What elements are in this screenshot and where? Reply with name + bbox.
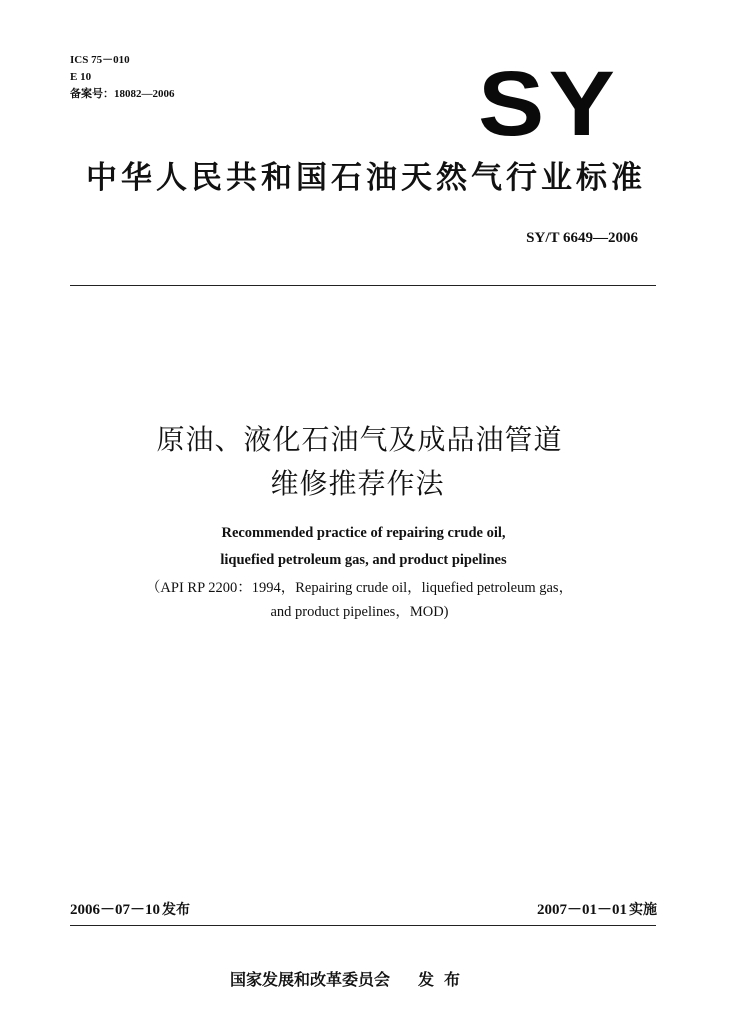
api-reference-line-1: （API RP 2200：1994，Repairing crude oil，liquefied petroleum gas， bbox=[145, 580, 574, 596]
record-number: 备案号：18082—2006 bbox=[70, 88, 175, 100]
implementation-label: 实施 bbox=[629, 902, 657, 918]
publisher-name: 国家发展和改革委员会 bbox=[230, 970, 391, 989]
sy-logo: SY bbox=[478, 53, 620, 155]
api-reference-line-2: and product pipelines，MOD) bbox=[270, 604, 449, 620]
issue-date-value: 2006－07－10 bbox=[70, 902, 161, 918]
issue-date bbox=[70, 898, 190, 919]
issue-label: 发布 bbox=[162, 902, 191, 918]
publish-action: 发布 bbox=[418, 970, 471, 989]
implementation-date bbox=[537, 898, 657, 919]
implementation-date-value: 2007－01－01 bbox=[536, 902, 627, 918]
title-chinese-line-1: 原油、液化石油气及成品油管道 bbox=[156, 423, 563, 456]
header-divider bbox=[70, 285, 656, 286]
classification-code: E 10 bbox=[70, 71, 92, 83]
date-divider bbox=[70, 925, 656, 926]
standard-category-title: 中华人民共和国石油天然气行业标准 bbox=[86, 160, 646, 196]
publisher-line bbox=[230, 967, 470, 990]
title-english-line-1: Recommended practice of repairing crude oil, bbox=[221, 525, 506, 541]
title-english-line-2: liquefied petroleum gas, and product pipelines bbox=[220, 552, 507, 568]
title-chinese-line-2: 维修推荐作法 bbox=[270, 467, 445, 500]
classification-block bbox=[70, 52, 175, 103]
standard-number: SY/T 6649—2006 bbox=[526, 230, 638, 246]
ics-code: ICS 75－010 bbox=[70, 54, 130, 66]
